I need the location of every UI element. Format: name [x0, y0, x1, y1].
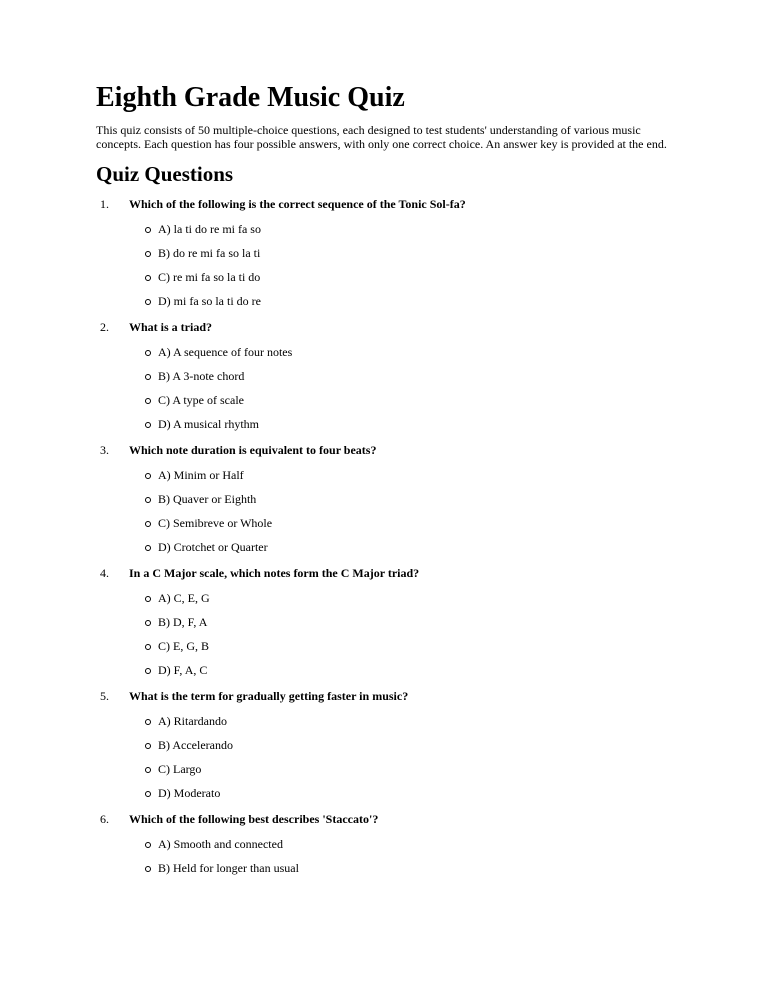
question-item	[96, 812, 672, 880]
circle-bullet-icon	[145, 473, 151, 479]
question-text: In a C Major scale, which notes form the C Major triad?	[129, 565, 420, 580]
option-text: A) la ti do re mi fa so	[158, 221, 261, 236]
question-item	[96, 197, 672, 313]
question-item	[96, 566, 672, 682]
answer-option	[129, 265, 672, 289]
circle-bullet-icon	[145, 275, 151, 281]
answer-option	[129, 364, 672, 388]
circle-bullet-icon	[145, 767, 151, 773]
answer-option	[129, 586, 672, 610]
circle-bullet-icon	[145, 227, 151, 233]
intro-paragraph: This quiz consists of 50 multiple-choice questions, each designed to test students' understanding of various music concepts. Each question has four possible answers, with only one correct choice. An answer key is provided at the end.	[96, 123, 667, 151]
circle-bullet-icon	[145, 719, 151, 725]
option-text: C) Semibreve or Whole	[158, 515, 273, 530]
option-text: D) mi fa so la ti do re	[158, 293, 261, 308]
option-list	[129, 340, 672, 436]
section-title: Quiz Questions	[96, 161, 234, 186]
option-text: D) Crotchet or Quarter	[158, 539, 268, 554]
answer-option	[129, 610, 672, 634]
option-text: B) D, F, A	[158, 614, 208, 629]
page-title: Eighth Grade Music Quiz	[96, 82, 405, 113]
question-number: 1.	[100, 196, 109, 211]
option-text: A) Ritardando	[158, 713, 227, 728]
option-text: A) C, E, G	[158, 590, 210, 605]
option-text: B) Quaver or Eighth	[158, 491, 257, 506]
question-item	[96, 443, 672, 559]
circle-bullet-icon	[145, 644, 151, 650]
option-text: B) do re mi fa so la ti	[158, 245, 261, 260]
question-text: What is a triad?	[129, 319, 213, 334]
question-number: 4.	[100, 565, 109, 580]
circle-bullet-icon	[145, 596, 151, 602]
circle-bullet-icon	[145, 668, 151, 674]
answer-option	[129, 217, 672, 241]
answer-option	[129, 511, 672, 535]
option-text: A) A sequence of four notes	[158, 344, 293, 359]
option-text: A) Smooth and connected	[158, 836, 283, 851]
option-text: B) A 3-note chord	[158, 368, 245, 383]
question-number: 6.	[100, 811, 109, 826]
answer-option	[129, 781, 672, 805]
question-number: 2.	[100, 319, 109, 334]
circle-bullet-icon	[145, 791, 151, 797]
option-text: D) A musical rhythm	[158, 416, 259, 431]
question-number: 3.	[100, 442, 109, 457]
answer-option	[129, 733, 672, 757]
question-text: Which of the following best describes 'Staccato'?	[129, 811, 379, 826]
answer-option	[129, 757, 672, 781]
circle-bullet-icon	[145, 842, 151, 848]
circle-bullet-icon	[145, 350, 151, 356]
option-text: A) Minim or Half	[158, 467, 244, 482]
answer-option	[129, 658, 672, 682]
option-text: C) Largo	[158, 761, 202, 776]
circle-bullet-icon	[145, 299, 151, 305]
circle-bullet-icon	[145, 251, 151, 257]
option-list	[129, 709, 672, 805]
option-text: B) Held for longer than usual	[158, 860, 299, 875]
circle-bullet-icon	[145, 374, 151, 380]
option-text: C) A type of scale	[158, 392, 244, 407]
answer-option	[129, 832, 672, 856]
option-list	[129, 217, 672, 313]
option-list	[129, 586, 672, 682]
circle-bullet-icon	[145, 497, 151, 503]
option-text: B) Accelerando	[158, 737, 233, 752]
circle-bullet-icon	[145, 866, 151, 872]
answer-option	[129, 412, 672, 436]
answer-option	[129, 289, 672, 313]
answer-option	[129, 463, 672, 487]
circle-bullet-icon	[145, 521, 151, 527]
answer-option	[129, 634, 672, 658]
option-text: C) E, G, B	[158, 638, 209, 653]
answer-option	[129, 709, 672, 733]
circle-bullet-icon	[145, 398, 151, 404]
circle-bullet-icon	[145, 545, 151, 551]
question-text: Which of the following is the correct sequence of the Tonic Sol-fa?	[129, 196, 466, 211]
question-text: What is the term for gradually getting faster in music?	[129, 688, 409, 703]
question-number: 5.	[100, 688, 109, 703]
answer-option	[129, 856, 672, 880]
answer-option	[129, 535, 672, 559]
answer-option	[129, 241, 672, 265]
option-text: D) F, A, C	[158, 662, 208, 677]
question-item	[96, 689, 672, 805]
option-list	[129, 832, 672, 880]
answer-option	[129, 487, 672, 511]
question-list	[96, 197, 672, 880]
circle-bullet-icon	[145, 422, 151, 428]
option-list	[129, 463, 672, 559]
option-text: D) Moderato	[158, 785, 221, 800]
question-text: Which note duration is equivalent to four beats?	[129, 442, 377, 457]
answer-option	[129, 340, 672, 364]
circle-bullet-icon	[145, 743, 151, 749]
answer-option	[129, 388, 672, 412]
circle-bullet-icon	[145, 620, 151, 626]
option-text: C) re mi fa so la ti do	[158, 269, 261, 284]
question-item	[96, 320, 672, 436]
